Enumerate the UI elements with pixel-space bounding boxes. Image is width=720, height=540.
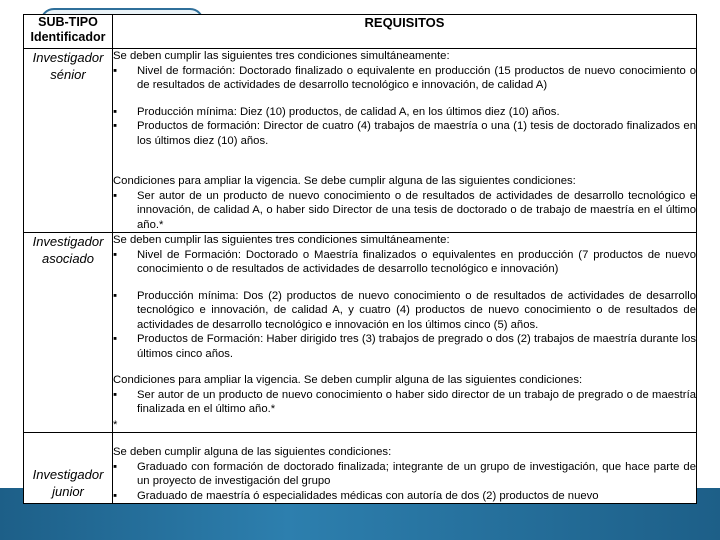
bullet-icon: ▪ — [113, 120, 118, 132]
bullet-icon: ▪ — [113, 388, 118, 401]
intro-text: Se deben cumplir alguna de las siguientes condiciones: — [113, 446, 392, 458]
row-requirements-senior — [113, 49, 697, 233]
bullet-icon: ▪ — [113, 333, 118, 345]
row-name-senior: Investigador sénior — [24, 49, 113, 233]
vigencia-item: ▪ Ser autor de un producto de nuevo conocimiento o de resultados de actividades de desarrollo tecnológico e innovación, de calidad A, o haber sido Director de una tesis de doctorado o de trabajo de maestría en el último año.* — [113, 189, 696, 231]
bullet-icon: ▪ — [113, 105, 118, 118]
requisitos-header: REQUISITOS — [113, 15, 697, 49]
table-row — [24, 49, 697, 233]
condition-item: ▪ Graduado con formación de doctorado finalizada; integrante de un grupo de investigación, que hace parte de un proyecto de investigación del grupo — [113, 460, 696, 487]
condition-item: ▪ Nivel de formación: Doctorado finalizado o equivalente en producción (15 productos de nuevo conocimiento o de resultados de actividades de desarrollo tecnológico e innovación, de calidad A) — [113, 64, 696, 91]
condition-item: ▪ Producción mínima: Diez (10) productos, de calidad A, en los últimos diez (10) años. — [113, 105, 560, 118]
vigencia-intro: Condiciones para ampliar la vigencia. Se deben cumplir alguna de las siguientes condiciones: — [113, 374, 583, 386]
vigencia-intro: Condiciones para ampliar la vigencia. Se debe cumplir alguna de las siguientes condiciones: — [113, 175, 576, 187]
bullet-icon: ▪ — [113, 289, 118, 302]
intro-text: Se deben cumplir las siguientes tres condiciones simultáneamente: — [113, 50, 450, 62]
table-header-row — [24, 15, 697, 49]
condition-item: ▪ Productos de Formación: Haber dirigido tres (3) trabajos de pregrado o dos (2) trabajos de maestría durante los últimos cinco años. — [113, 333, 696, 360]
row-name-junior: Investigador junior — [24, 433, 113, 504]
vigencia-item: ▪ Ser autor de un producto de nuevo conocimiento o haber sido director de un trabajo de pregrado o de maestría finalizada en el último año.* — [113, 388, 696, 415]
intro-text: Se deben cumplir las siguientes tres condiciones simultáneamente: — [113, 234, 450, 246]
bullet-icon: ▪ — [113, 64, 118, 77]
condition-item: ▪ Productos de formación: Director de cuatro (4) trabajos de maestría o una (1) tesis de doctorado finalizados en los últimos diez (10) años. — [113, 120, 696, 147]
table-row — [24, 433, 697, 504]
bullet-icon: ▪ — [113, 248, 118, 261]
row-requirements-asociado — [113, 233, 697, 433]
condition-item: ▪ Nivel de Formación: Doctorado o Maestría finalizados o equivalentes en producción (7 productos de nuevo conocimiento o de resultados de actividades de desarrollo tecnológico e innovación) — [113, 248, 696, 275]
subtipo-header: SUB-TIPO Identificador — [24, 15, 113, 49]
row-name-asociado: Investigador asociado — [24, 233, 113, 433]
bullet-icon: ▪ — [113, 489, 118, 502]
table-row — [24, 233, 697, 433]
bullet-icon: ▪ — [113, 189, 118, 202]
condition-item: ▪ Graduado de maestría ó especialidades médicas con autoría de dos (2) productos de nuevo — [113, 489, 599, 502]
requirements-table — [23, 14, 697, 504]
footnote-mark: * — [113, 418, 118, 431]
row-requirements-junior — [113, 433, 697, 504]
condition-item: ▪ Producción mínima: Dos (2) productos de nuevo conocimiento o de resultados de actividades de desarrollo tecnológico e innovación, de calidad A, y cuatro (4) productos de nuevo conocimiento o de resultados de actividades de desarrollo tecnológico e innovación en los últimos cinco (5) años. — [113, 289, 696, 331]
bullet-icon: ▪ — [113, 460, 118, 473]
